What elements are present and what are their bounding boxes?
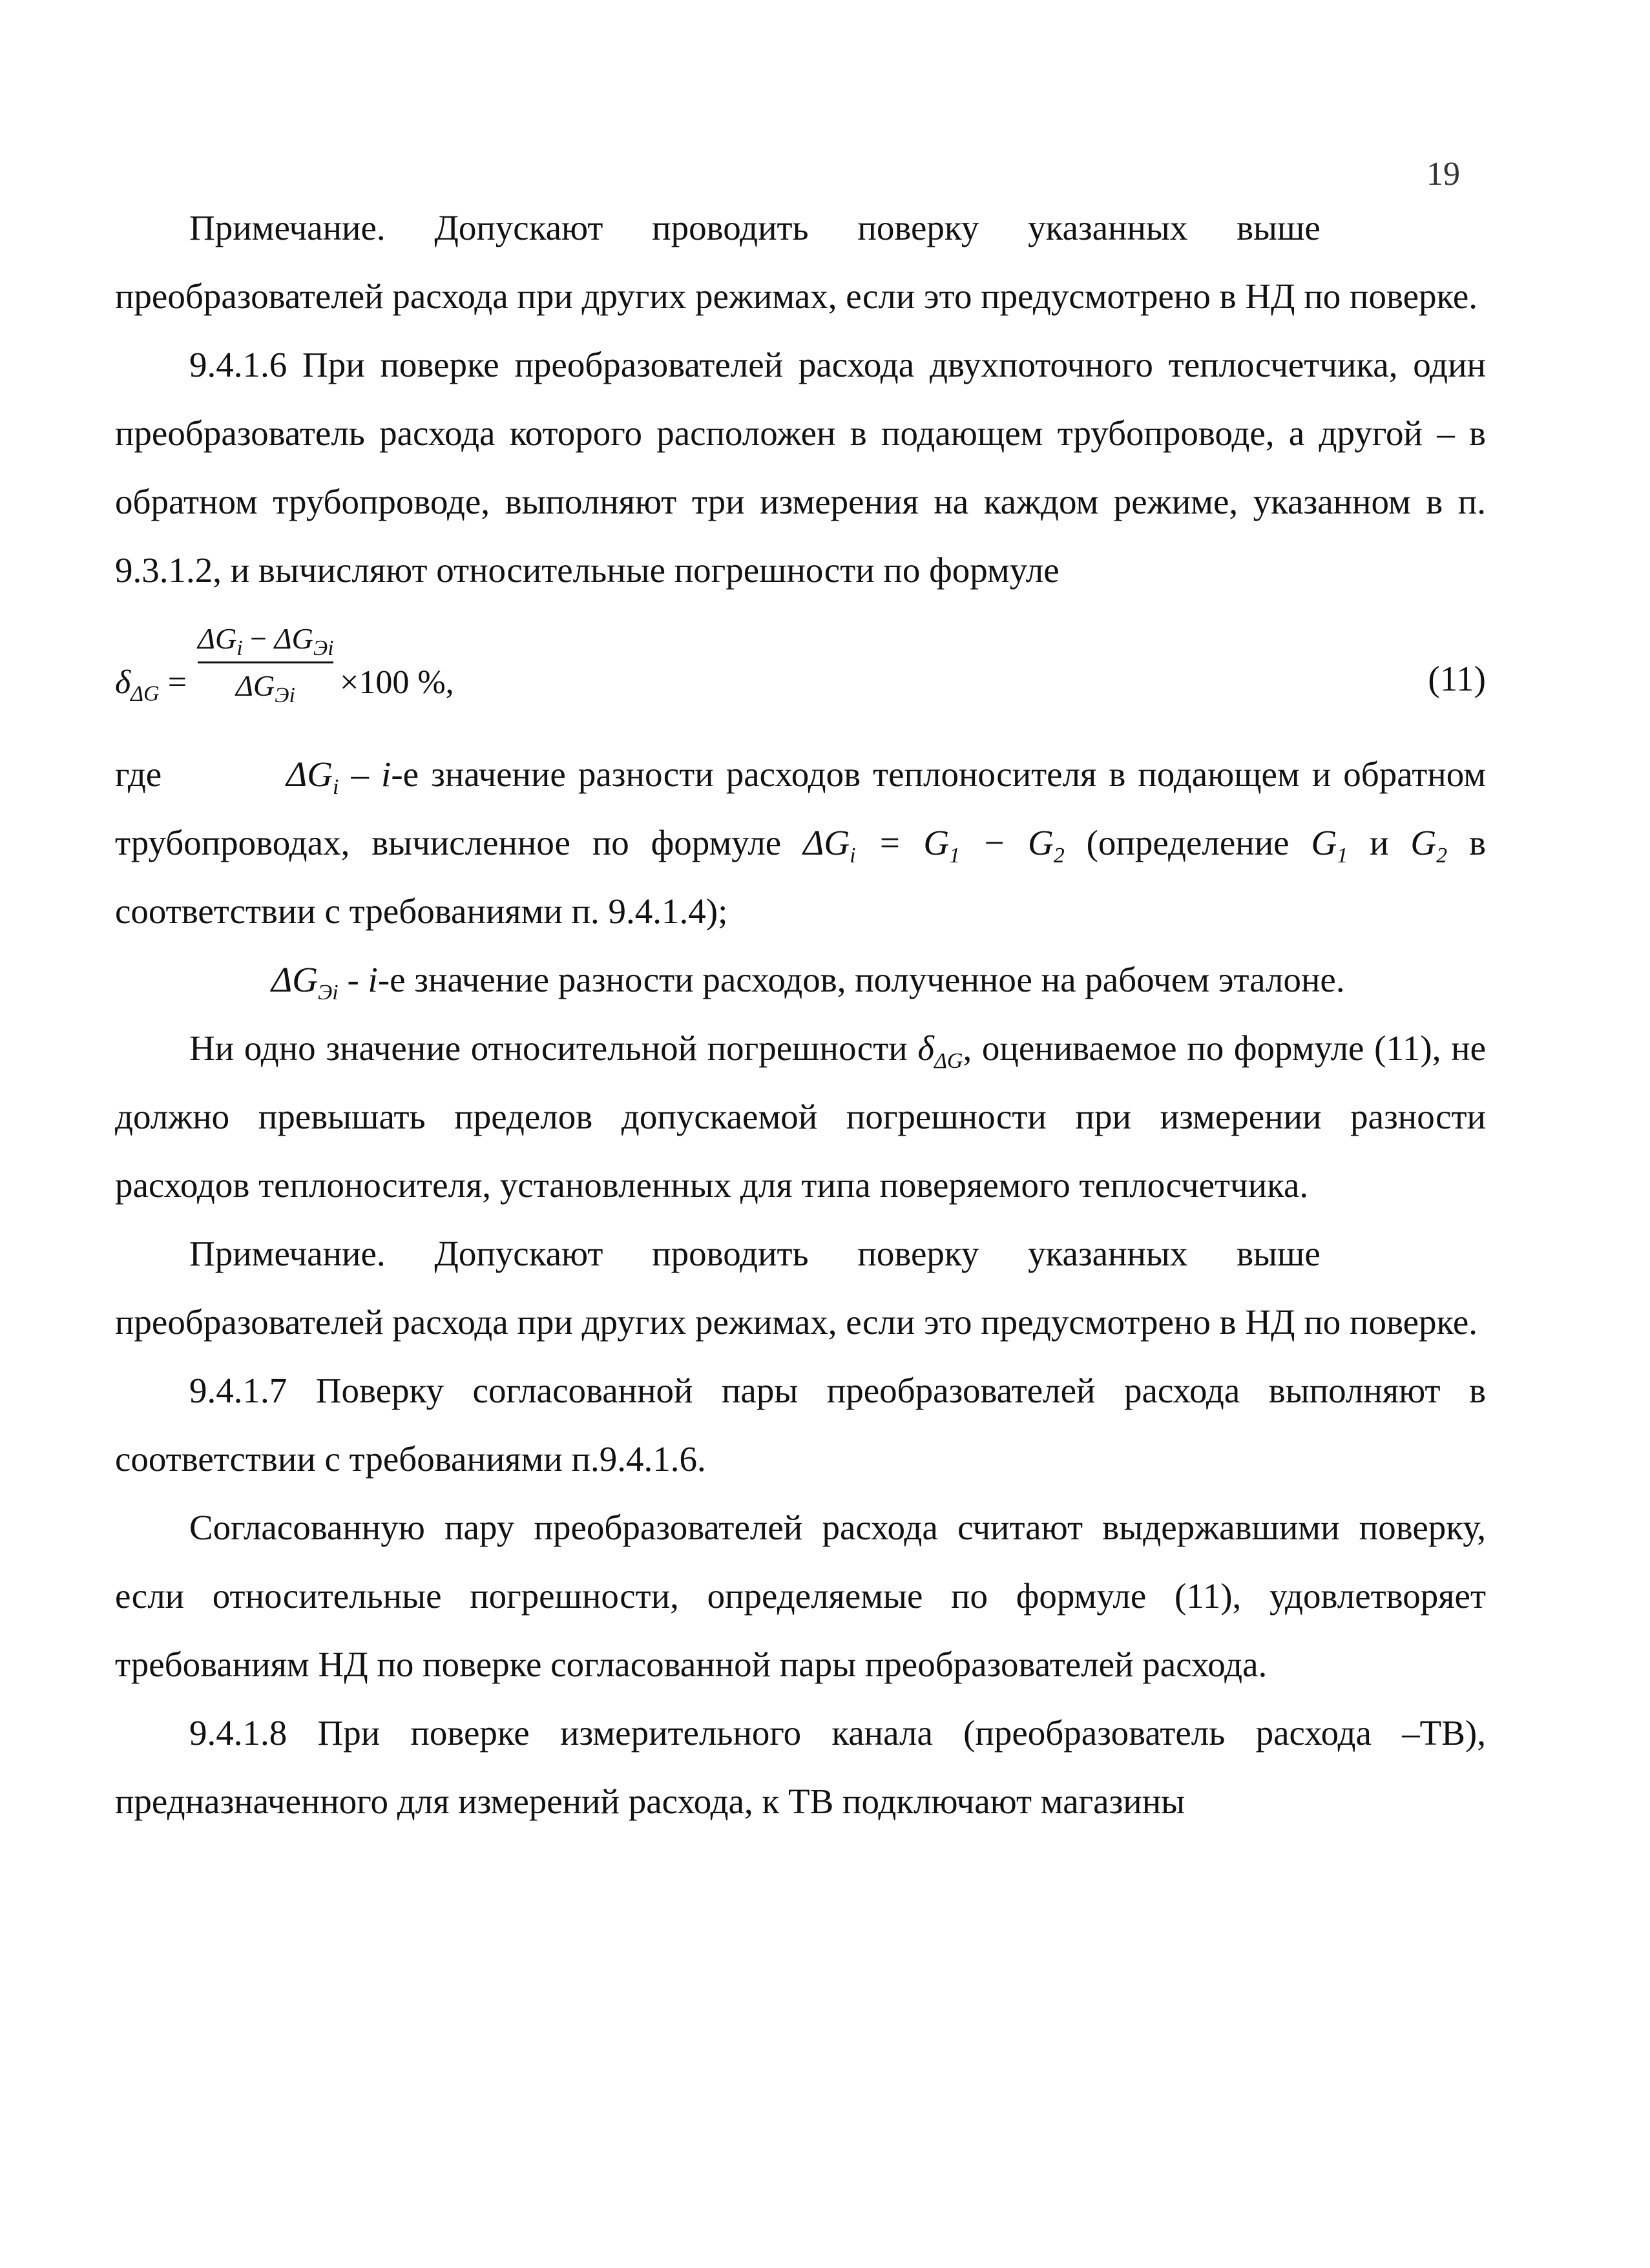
def1-formula: $\Delta G_i = G_1 - G_2$ [803,823,1065,868]
note-1-line-2: преобразователей расхода при других режимах, если это предусмотрено в НД по поверке. [115,276,1478,316]
formula-denominator: $\Delta G_{Эi}$ [236,669,295,708]
formula-rhs: ×100 %, [340,664,454,701]
note-1-line-1: Примечание. Допускают проводить поверку указанных выше [189,208,1321,247]
note-2-line-2: преобразователей расхода при других режимах, если это предусмотрено в НД по поверке. [115,1302,1478,1342]
note-paragraph-2-cont [115,1288,1486,1357]
formula-11 [115,605,1486,740]
equation-number: (11) [1428,659,1486,698]
where-definition-2: $\Delta G_{Эi} - i-е$ значение разности расходов, полученное на рабочем эталоне. [271,960,1345,1004]
formula-numerator: $\Delta G_i - \Delta G_{Эi}$ [198,622,334,661]
paragraph-matched-pair: Согласованную пару преобразователей расхода считают выдержавшими поверку, если относительные погрешности, определяемые по формуле (11), удовлетворяет требованиям НД по поверке согласованной пары преобразователей расхода. [115,1508,1486,1684]
fraction-bar [198,661,333,663]
paragraph-9-4-1-6 [115,331,1486,605]
note-paragraph-2 [115,1220,1486,1288]
formula-lhs: $\delta_{\Delta G}$ = [115,664,187,706]
def1-symbol: $\Delta G_i$ [286,754,339,799]
where-definition-1: где $\Delta G_i - i-е$ значение разности расходов теплоносителя в подающем и обратном трубопроводах, вычисленное по формуле $\Delta G_i = G_1 - G_2$ (определение $G_1$ и $G_2$ в соответствии с требованиями п. 9.4.1.4); [115,740,1486,946]
paragraph-9-4-1-8: 9.4.1.8 При поверке измерительного канала (преобразователь расхода –ТВ), предназначенного для измерений расхода, к ТВ подключают магазины [115,1713,1486,1821]
paragraph-9-4-1-7: 9.4.1.7 Поверку согласованной пары преобразователей расхода выполняют в соответствии с требованиями п.9.4.1.6. [115,1371,1486,1479]
note-2-line-1: Примечание. Допускают проводить поверку указанных выше [189,1234,1321,1273]
paragraph-error-limit: Ни одно значение относительной погрешности $\delta_{\Delta G}$, оцениваемое по формуле (11), не должно превышать пределов допускаемой погрешности при измерении разности расходов теплоносителя, установленных для типа поверяемого теплосчетчика. [115,1028,1487,1205]
formula-fraction [198,618,333,707]
delta-symbol: $\delta_{\Delta G}$ [917,1028,963,1073]
note-paragraph-1 [115,194,1486,262]
def2-symbol: $\Delta G_{Эi}$ [271,960,339,1004]
note-paragraph-1-cont [115,262,1486,331]
page-number: 19 [1426,156,1460,192]
paragraph-9-4-1-6-text: 9.4.1.6 При поверке преобразователей расхода двухпоточного теплосчетчика, один преобразователь расхода которого расположен в подающем трубопроводе, а другой – в обратном трубопроводе, выполняют три измерения на каждом режиме, указанном в п. 9.3.1.2, и вычисляют относительные погрешности по формуле [115,345,1486,590]
document-body [115,194,1486,1836]
where-label: где [115,754,162,794]
